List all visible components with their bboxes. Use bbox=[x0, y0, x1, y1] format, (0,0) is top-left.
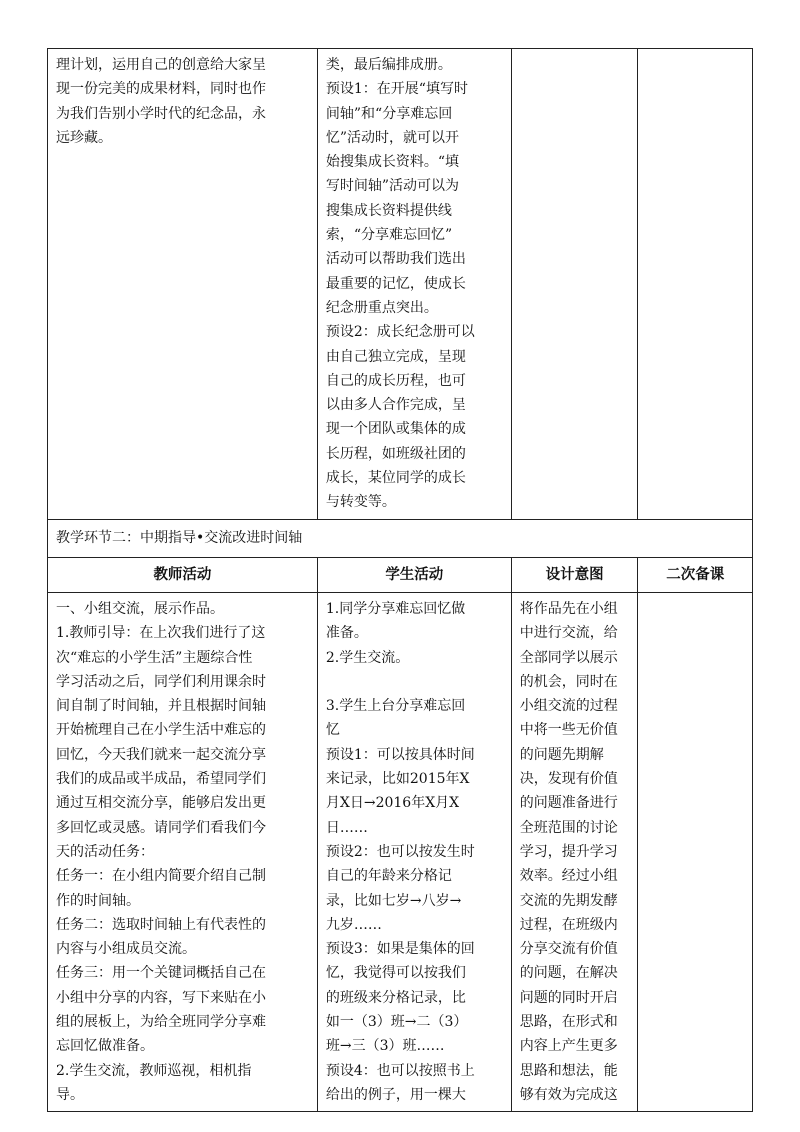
text-line: 的问题，在解决 bbox=[519, 965, 618, 982]
text-line: 的班级来分格记录，比 bbox=[325, 989, 466, 1006]
text-line: 预设2：成长纪念册可以 bbox=[325, 324, 475, 341]
text-line: 任务一：在小组内简要介绍自己制 bbox=[56, 868, 266, 885]
text-line: 通过互相交流分享，能够启发出更 bbox=[56, 795, 266, 812]
text-line: 现一份完美的成果材料，同时也作 bbox=[56, 81, 266, 98]
text-line: 的问题准备进行 bbox=[519, 795, 618, 812]
header-second-prep: 二次备课 bbox=[638, 557, 753, 592]
text-line: 内容与小组成员交流。 bbox=[56, 941, 196, 958]
text-line: 决，发现有价值 bbox=[519, 771, 618, 788]
second-prep-cell bbox=[638, 592, 753, 1111]
text-line: 中将一些无价值 bbox=[519, 722, 618, 739]
text-line: 预设3：如果是集体的回 bbox=[325, 941, 475, 958]
lesson-plan-table bbox=[47, 48, 753, 1112]
header-student-activity: 学生活动 bbox=[317, 557, 511, 592]
header-teacher-activity: 教师活动 bbox=[48, 557, 318, 592]
text-line: 交流的先期发酵 bbox=[519, 892, 618, 909]
text-line: 内容上产生更多 bbox=[519, 1038, 618, 1055]
text-line: 现一个团队或集体的成 bbox=[325, 421, 466, 438]
text-line: 1.同学分享难忘回忆做 bbox=[325, 600, 466, 617]
text-line: 2.学生交流，教师巡视，相机指 bbox=[56, 1062, 252, 1079]
text-line: 次“难忘的小学生活”主题综合性 bbox=[56, 649, 253, 666]
section-title: 教学环节二：中期指导•交流改进时间轴 bbox=[48, 519, 753, 557]
text-line: 的机会，同时在 bbox=[519, 673, 618, 690]
text-line: 小组交流的过程 bbox=[519, 698, 618, 715]
text-line: 一、小组交流，展示作品。 bbox=[56, 600, 224, 617]
text-line: 活动可以帮助我们选出 bbox=[325, 251, 466, 268]
text-line: 2.学生交流。 bbox=[325, 649, 410, 666]
text-line: 学习，提升学习 bbox=[519, 843, 618, 860]
text-line: 预设1：在开展“填写时 bbox=[325, 81, 468, 98]
text-line: 写时间轴”活动可以为 bbox=[325, 178, 460, 195]
text-line: 小组中分享的内容，写下来贴在小 bbox=[56, 989, 266, 1006]
continued-row bbox=[48, 49, 753, 520]
text-line: 问题的同时开启 bbox=[519, 989, 618, 1006]
continued-student-cell bbox=[317, 49, 511, 520]
text-line: 间轴”和“分享难忘回 bbox=[325, 105, 453, 122]
header-row bbox=[48, 557, 753, 592]
text-line: 分享交流有价值 bbox=[519, 941, 618, 958]
text-line: 自己的年龄来分格记 bbox=[325, 868, 452, 885]
text-line: 来记录，比如2015年X bbox=[325, 771, 470, 788]
activity-row bbox=[48, 592, 753, 1111]
text-line: 忆 bbox=[325, 722, 340, 739]
text-line: 九岁…… bbox=[325, 916, 382, 933]
text-line: 理计划，运用自己的创意给大家呈 bbox=[56, 57, 266, 73]
text-line: 思路和想法，能 bbox=[519, 1062, 618, 1079]
text-line: 始搜集成长资料。“填 bbox=[325, 154, 460, 171]
text-line: 索，“分享难忘回忆” bbox=[325, 227, 453, 244]
text-line: 任务三：用一个关键词概括自己在 bbox=[56, 965, 266, 982]
text-line: 预设1：可以按具体时间 bbox=[325, 746, 475, 763]
text-line: 3.学生上台分享难忘回 bbox=[325, 698, 466, 715]
text-line: 我们的成品或半成品，希望同学们 bbox=[56, 771, 266, 788]
text-line: 任务二：选取时间轴上有代表性的 bbox=[56, 916, 266, 933]
text-line: 导。 bbox=[56, 1086, 84, 1103]
text-line: 1.教师引导：在上次我们进行了这 bbox=[56, 625, 266, 642]
text-line: 回忆，今天我们就来一起交流分享 bbox=[56, 746, 266, 763]
text-line: 类，最后编排成册。 bbox=[325, 57, 452, 73]
text-line: 忆，我觉得可以按我们 bbox=[325, 965, 466, 982]
text-line: 忆”活动时，就可以开 bbox=[325, 129, 460, 146]
text-line: 将作品先在小组 bbox=[519, 600, 618, 617]
text-line: 开始梳理自己在小学生活中难忘的 bbox=[56, 722, 266, 739]
text-line: 全部同学以展示 bbox=[519, 649, 618, 666]
text-line: 录，比如七岁→八岁→ bbox=[325, 892, 462, 909]
text-line: 远珍藏。 bbox=[56, 129, 112, 146]
text-line: 成长，某位同学的成长 bbox=[325, 470, 466, 487]
header-design-intent: 设计意图 bbox=[511, 557, 638, 592]
text-line: 中进行交流，给 bbox=[519, 625, 618, 642]
text-line: 过程，在班级内 bbox=[519, 916, 618, 933]
continued-second-cell bbox=[638, 49, 753, 520]
text-line: 预设4：也可以按照书上 bbox=[325, 1062, 475, 1079]
text-line: 效率。经过小组 bbox=[519, 868, 618, 885]
text-line: 忘回忆做准备。 bbox=[56, 1038, 154, 1055]
text-line: 搜集成长资料提供线 bbox=[325, 202, 452, 219]
teacher-activity-cell bbox=[48, 592, 318, 1111]
text-line: 的问题先期解 bbox=[519, 746, 604, 763]
text-line: 准备。 bbox=[325, 625, 368, 642]
text-line: 够有效为完成这 bbox=[519, 1086, 618, 1103]
text-line: 自己的成长历程，也可 bbox=[325, 372, 466, 389]
text-line: 由自己独立完成，呈现 bbox=[325, 348, 466, 365]
text-line: 间自制了时间轴，并且根据时间轴 bbox=[56, 698, 266, 715]
section-row bbox=[48, 519, 753, 557]
text-line: 思路，在形式和 bbox=[519, 1013, 618, 1030]
text-line: 以由多人合作完成，呈 bbox=[325, 397, 466, 414]
student-activity-cell bbox=[317, 592, 511, 1111]
text-line: 长历程，如班级社团的 bbox=[325, 445, 466, 462]
continued-intent-cell bbox=[511, 49, 638, 520]
text-line: 月X日→2016年X月X bbox=[325, 795, 460, 812]
text-line: 多回忆或灵感。请同学们看我们今 bbox=[56, 819, 266, 836]
text-line: 学习活动之后，同学们利用课余时 bbox=[56, 673, 266, 690]
text-line: 日…… bbox=[325, 819, 368, 836]
text-line: 全班范围的讨论 bbox=[519, 819, 618, 836]
text-line: 作的时间轴。 bbox=[56, 892, 140, 909]
text-line: 与转变等。 bbox=[325, 494, 396, 511]
design-intent-cell bbox=[511, 592, 638, 1111]
text-line: 最重要的记忆，使成长 bbox=[325, 275, 466, 292]
text-line: 天的活动任务： bbox=[56, 843, 154, 860]
text-line: 预设2：也可以按发生时 bbox=[325, 843, 475, 860]
text-line: 给出的例子，用一棵大 bbox=[325, 1086, 466, 1103]
continued-teacher-cell bbox=[48, 49, 318, 520]
text-line: 如一（3）班→二（3） bbox=[325, 1013, 468, 1030]
text-line: 为我们告别小学时代的纪念品，永 bbox=[56, 105, 266, 122]
text-line bbox=[326, 670, 503, 694]
text-line: 组的展板上，为给全班同学分享难 bbox=[56, 1013, 266, 1030]
text-line: 班→三（3）班…… bbox=[325, 1038, 445, 1055]
text-line: 纪念册重点突出。 bbox=[325, 299, 438, 316]
